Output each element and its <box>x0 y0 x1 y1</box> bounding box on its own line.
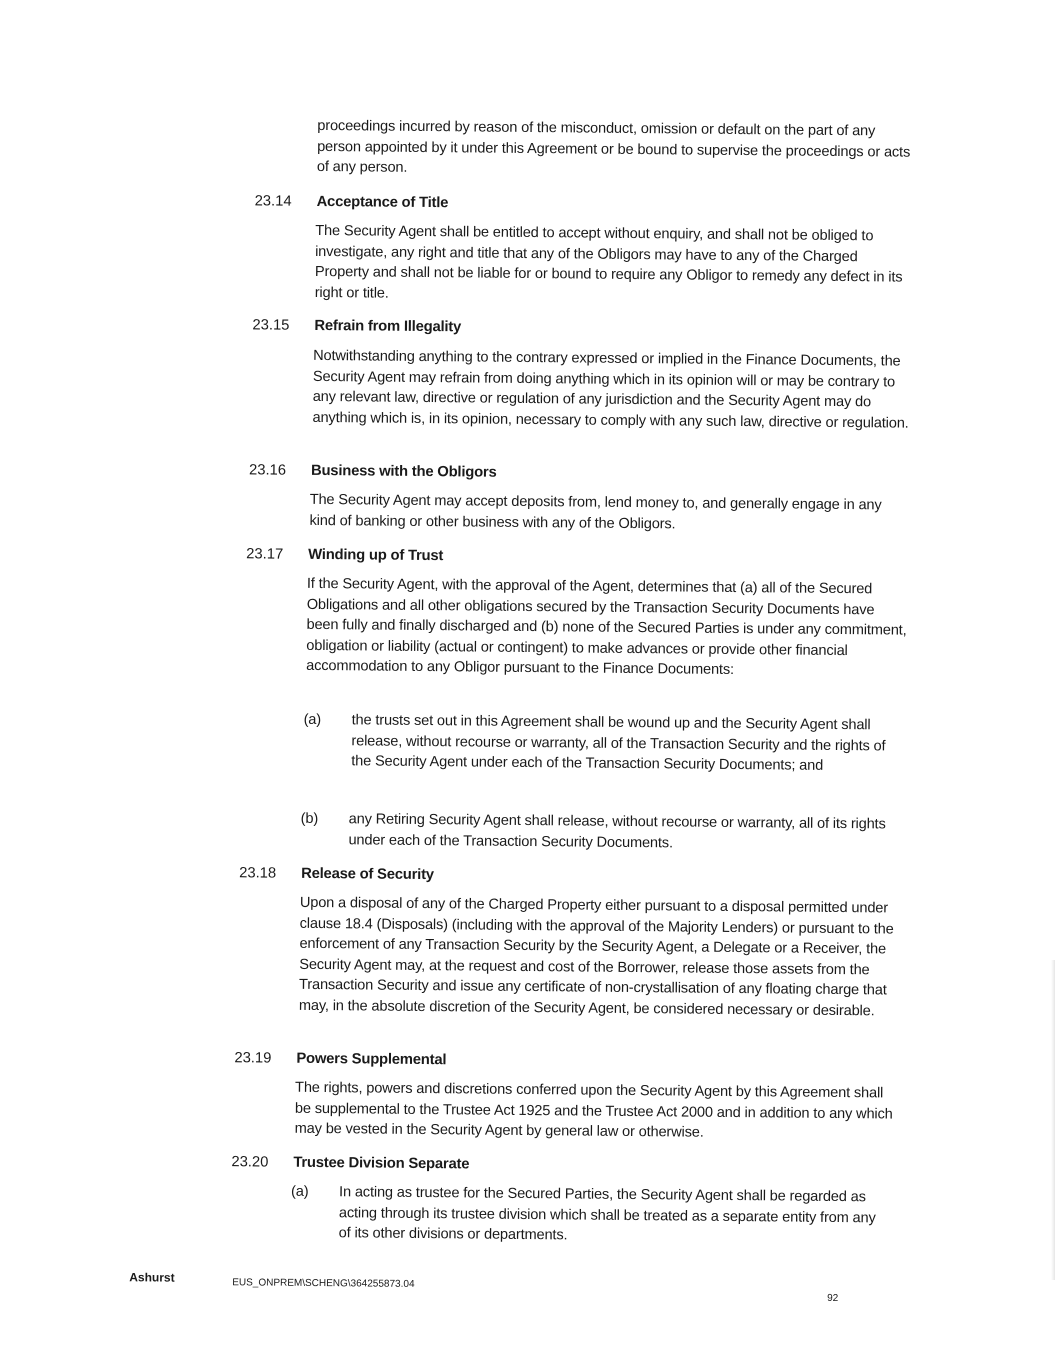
section-23-18-heading <box>239 863 839 884</box>
section-number: 23.18 <box>239 865 277 882</box>
intro-paragraph: proceedings incurred by reason of the misconduct, omission or default on the part of any person appointed by it under this Agreement or be bound to supervise the proceedings or acts of any person. <box>316 117 911 176</box>
section-23-17-heading <box>246 544 846 565</box>
section-23-14-body: The Security Agent shall be entitled to accept without enquiry, and shall not be obliged to investigate, any right and title that any of the Obligors may have to any of the Charged Property and shall not be liable for or bound to require any Obligor to remedy any defect in its right or title. <box>314 222 903 302</box>
section-23-17-item-b <box>300 809 901 851</box>
section-title: Release of Security <box>301 865 434 884</box>
section-23-19-heading <box>234 1048 834 1069</box>
section-23-17-item-a <box>303 710 904 774</box>
footer-page-number: 92 <box>827 1292 839 1305</box>
footer-document-reference: EUS_ONPREM\SCHENG\364255873.04 <box>232 1277 415 1290</box>
section-number: 23.17 <box>246 546 284 563</box>
section-number: 23.16 <box>248 462 287 479</box>
section-number: 23.15 <box>252 317 290 334</box>
section-title: Powers Supplemental <box>296 1050 447 1069</box>
item-text: any Retiring Security Agent shall release, without recourse or warranty, all of its rights under each of the Transaction Security Documents. <box>348 811 886 851</box>
section-23-17-body: If the Security Agent, with the approval of the Agent, determines that (a) all of the Secured Obligations and all other obligations secured by the Transaction Security Documents have been fully and finally discharged and (b) none of the Secured Parties is under any commitment, obligation or liability (actual or contingent) to make advances or provide other financial accommodation to any Obligor pursuant to the Finance Documents: <box>306 575 907 678</box>
section-title: Winding up of Trust <box>308 546 444 565</box>
section-23-18-body: Upon a disposal of any of the Charged Property either pursuant to a disposal permitted under clause 18.4 (Disposals) (including with the approval of the Majority Lenders) or pursuant to the enforcement of any Transaction Security by the Security Agent, a Delegate or a Receiver, the Security Agent may, at the request and cost of the Borrower, release those assets from the Transaction Security and issue any certificate of non-crystallisation of any floating charge that may, in the absolute discretion of the Security Agent, be considered necessary or desirable. <box>298 894 894 1019</box>
section-23-20-heading <box>231 1152 831 1173</box>
section-number: 23.19 <box>234 1050 272 1067</box>
section-23-20-item-a <box>291 1182 891 1244</box>
section-title: Refrain from Illegality <box>314 317 462 336</box>
section-title: Acceptance of Title <box>316 193 449 212</box>
scan-edge-shadow <box>1051 960 1055 1280</box>
section-23-19-body: The rights, powers and discretions conferred upon the Security Agent by this Agreement shall be supplemental to the Trustee Act 1925 and the Trustee Act 2000 and in addition to any which may be vested in the Security Agent by general law or otherwise. <box>294 1079 893 1141</box>
footer-firm-name: Ashurst <box>129 1270 175 1285</box>
item-label: (a) <box>291 1183 309 1200</box>
section-title: Business with the Obligors <box>310 462 497 481</box>
item-label: (b) <box>300 810 319 827</box>
item-text: the trusts set out in this Agreement shall be wound up and the Security Agent shall release, without recourse or warranty, all of the Transaction Security and the rights of the Security Agent under each of the Transaction Security Documents; and <box>351 712 886 774</box>
item-text: In acting as trustee for the Secured Parties, the Security Agent shall be regarded as acting through its trustee division which shall be treated as a separate entity from any of its other divisions or departments. <box>338 1184 876 1244</box>
section-number: 23.14 <box>254 193 292 210</box>
section-23-16-body: The Security Agent may accept deposits from, lend money to, and generally engage in any kind of banking or other business with any of the Obligors. <box>309 491 882 532</box>
section-23-14-heading <box>254 191 855 212</box>
item-label: (a) <box>303 711 322 729</box>
section-23-15-body: Notwithstanding anything to the contrary expressed or implied in the Finance Documents, the Security Agent may refrain from doing anything which in its opinion will or may be contrary to any relevant law, directive or regulation of any jurisdiction and the Security Agent may do anything which is, in its opinion, necessary to comply with any such law, directive or regulation. <box>312 347 909 432</box>
section-title: Trustee Division Separate <box>293 1154 470 1173</box>
section-23-15-heading <box>252 315 853 336</box>
section-number: 23.20 <box>231 1154 269 1171</box>
section-23-16-heading <box>248 460 849 481</box>
